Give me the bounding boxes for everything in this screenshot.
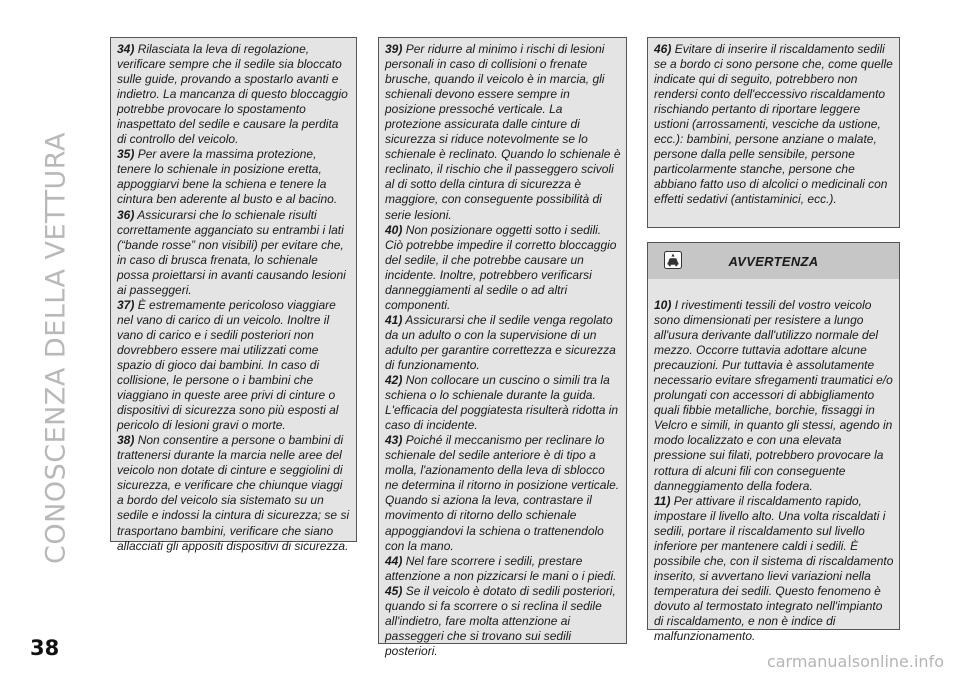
note-item — [117, 208, 351, 298]
warning-title: AVVERTENZA — [728, 254, 819, 269]
warning-item-text: Per attivare il riscaldamento rapido, impostare il livello alto. Una volta riscaldati i sedili, portare il riscaldamento sul livello inferiore per mantenere caldi i sedili. È possibile che, con il sistema di riscaldamento inserito, si avvertano lievi variazioni nella temperatura dei sedili. Questo fenomeno è dovuto al termostato integrato nell'impianto di riscaldamento, e non è indice di malfunzionamento. — [654, 493, 894, 644]
note-item — [385, 373, 621, 433]
note-text: Per ridurre al minimo i rischi di lesioni personali in caso di collisioni o frenate brusche, quando il veicolo è in marcia, gli schienali devono essere sempre in posizione pressoché verticale. La protezione assicurata dalle cinture di sicurezza si riduce notevolmente se lo schienale è reclinato. Quando lo schienale è reclinato, il rischio che il passeggero scivoli al di sotto della cintura di sicurezza è maggiore, con conseguente possibilità di serie lesioni. — [385, 42, 621, 222]
note-number: 37) — [117, 297, 135, 312]
note-item — [385, 223, 621, 313]
note-number: 34) — [117, 42, 135, 56]
note-number: 45) — [385, 583, 403, 598]
warning-text — [654, 298, 894, 644]
note-text: Nel fare scorrere i sedili, prestare attenzione a non pizzicarsi le mani o i piedi. — [385, 553, 617, 583]
note-number: 42) — [385, 373, 403, 388]
safety-notes-column-2 — [378, 37, 627, 658]
note-item — [385, 554, 621, 584]
page-number: 38 — [30, 636, 60, 660]
note-text: Evitare di inserire il riscaldamento sedili se a bordo ci sono persone che, come quelle indicate qui di seguito, potrebbero non rendersi conto dell'eccessivo riscaldamento rischiando pertanto di riportare leggere ustioni (arrossamenti, vesciche da ustione, ecc.): bambini, persone anziane o malate, persone dalla pelle sensibile, persone particolarmente stanche, persone che abbiano fatto uso di alcolici o medicinali con effetti sedativi (antistaminici, ecc.). — [654, 42, 893, 207]
note-item — [385, 433, 621, 553]
safety-notes-column-1 — [110, 37, 357, 553]
warning-header — [648, 243, 899, 279]
note-text: Assicurarsi che il sedile venga regolato da un adulto o con la supervisione di un adulto per garantire correttezza e sicurezza di funzionamento. — [385, 312, 616, 372]
note-number: 39) — [385, 42, 403, 56]
warning-item — [654, 494, 894, 644]
note-number: 35) — [117, 147, 135, 162]
note-number: 46) — [654, 42, 672, 56]
warning-number: 10) — [654, 298, 672, 312]
section-side-title: CONOSCENZA DELLA VETTURA — [40, 132, 72, 564]
safety-notes-column-3 — [647, 37, 900, 228]
note-number: 43) — [385, 433, 403, 448]
note-number: 41) — [385, 312, 403, 327]
note-item — [117, 433, 351, 553]
note-text: Non collocare un cuscino o simili tra la schiena o lo schienale durante la guida. L'efficacia del poggiatesta risulterà ridotta in caso di incidente. — [385, 373, 619, 433]
note-text: Non consentire a persone o bambini di trattenersi durante la marcia nelle aree del veicolo non dotate di cinture e seggiolini di sicurezza, e verificare che chiunque viaggi a bordo del veicolo sia sistemato su un sedile e indossi la cintura di sicurezza; se si trasportano bambini, verificare che siano allacciati gli appositi dispositivi di sicurezza. — [117, 433, 350, 553]
note-number: 44) — [385, 553, 403, 568]
notes-text — [117, 42, 351, 554]
note-text: Non posizionare oggetti sotto i sedili. Ciò potrebbe impedire il corretto bloccaggio del sedile, il che potrebbe causare un incidente. Inoltre, potrebbero verificarsi danneggiamenti al sedile o ad altri componenti. — [385, 222, 617, 312]
note-text: È estremamente pericoloso viaggiare nel vano di carico di un veicolo. Inoltre il vano di carico e i sedili posteriori non dovrebbero essere mai utilizzati come spazio di gioco dai bambini. In caso di collisione, le persone o i bambini che viaggiano in queste aree privi di cinture o dispositivi di sicurezza sono più esposti al pericolo di lesioni gravi o morte. — [117, 297, 339, 433]
notes-text — [654, 42, 894, 208]
warning-box — [647, 242, 900, 644]
note-item — [117, 298, 351, 433]
note-text: Se il veicolo è dotato di sedili posteriori, quando si fa scorrere o si reclina il sedile all'indietro, fare molta attenzione ai passeggeri che si trovano sui sedili posteriori. — [385, 583, 616, 658]
note-number: 40) — [385, 222, 403, 237]
warning-item-text: I rivestimenti tessili del vostro veicolo sono dimensionati per resistere a lungo all'usura derivante dall'utilizzo normale del mezzo. Occorre tuttavia adottare alcune precauzioni. Pur tuttavia è assolutamente necessario evitare sfregamenti traumatici e/o prolungati con accessori di abbigliamento quali fibbie metalliche, borchie, fissaggi in Velcro e simili, in quanto gli stessi, agendo in modo localizzato e con una elevata pressione sui filati, potrebbero provocare la rottura di alcuni fili con conseguente danneggiamento della fodera. — [654, 298, 893, 493]
note-text: Per avere la massima protezione, tenere lo schienale in posizione eretta, appoggiarvi bene la schiena e tenere la cintura ben aderente al busto e al bacino. — [117, 147, 338, 207]
note-text: Poiché il meccanismo per reclinare lo schienale del sedile anteriore è di tipo a molla, l'azionamento della leva di sblocco ne determina il ritorno in posizione verticale. Quando si aziona la leva, contrastare il movimento di ritorno dello schienale appoggiandovi la schiena o trattenendolo con la mano. — [385, 433, 620, 553]
note-item — [385, 584, 621, 659]
warning-item — [654, 298, 894, 494]
note-text: Assicurarsi che lo schienale risulti correttamente agganciato su entrambi i lati (“bande rosse” non visibili) per evitare che, in caso di brusca frenata, lo schienale possa proiettarsi in avanti causando lesioni ai passeggeri. — [117, 207, 346, 297]
warning-number: 11) — [654, 493, 671, 508]
note-item — [385, 313, 621, 373]
notes-text — [385, 42, 621, 659]
note-item — [654, 42, 894, 208]
note-item — [117, 42, 351, 147]
note-item — [117, 147, 351, 207]
note-number: 36) — [117, 207, 135, 222]
watermark: carmanualsonline.info — [766, 652, 944, 671]
note-item — [385, 42, 621, 223]
note-number: 38) — [117, 433, 135, 448]
note-text: Rilasciata la leva di regolazione, verificare sempre che il sedile sia bloccato sulle guide, provando a spostarlo avanti e indietro. La mancanza di questo bloccaggio potrebbe provocare lo spostamento inaspettato del sedile e causare la perdita di controllo del veicolo. — [117, 42, 348, 147]
